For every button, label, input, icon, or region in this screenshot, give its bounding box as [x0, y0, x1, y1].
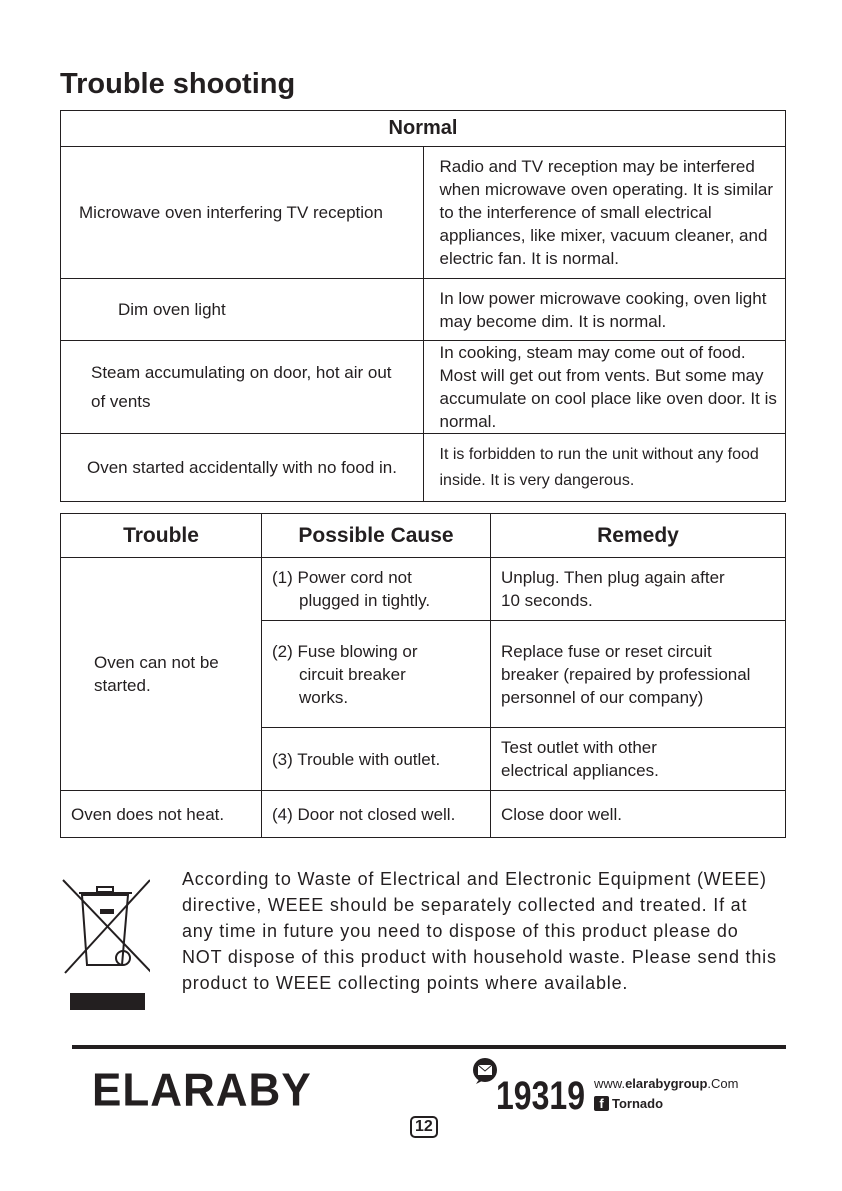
page-title: Trouble shooting	[60, 68, 296, 100]
issue-cell: Microwave oven interfering TV reception	[61, 147, 424, 279]
brand-logo: ELARABY	[92, 1064, 312, 1117]
header-cause: Possible Cause	[262, 514, 491, 558]
facebook-link[interactable]	[594, 1096, 663, 1111]
hotline-number: 19319	[496, 1074, 585, 1118]
footer-divider	[72, 1045, 786, 1049]
normal-header: Normal	[61, 111, 786, 147]
explanation-cell: In low power microwave cooking, oven light may become dim. It is normal.	[423, 279, 786, 341]
website-domain: elarabygroup	[625, 1076, 708, 1091]
explanation-cell: It is forbidden to run the unit without any food inside. It is very dangerous.	[423, 434, 786, 502]
cause-text-cont: circuit breaker works.	[299, 664, 406, 707]
facebook-name: Tornado	[612, 1096, 664, 1111]
cause-cell: (4) Door not closed well.	[262, 791, 491, 838]
envelope-chat-icon	[472, 1058, 498, 1088]
weee-crossed-bin-icon	[60, 875, 150, 1015]
header-remedy: Remedy	[491, 514, 786, 558]
cause-text: (1) Power cord not	[272, 568, 412, 587]
issue-cell: Oven started accidentally with no food in.	[61, 434, 424, 502]
cause-text: (2) Fuse blowing or	[272, 641, 418, 661]
issue-cell: Dim oven light	[61, 279, 424, 341]
website-suffix: .Com	[707, 1076, 739, 1091]
cause-cell: (3) Trouble with outlet.	[262, 728, 491, 791]
remedy-cell: Unplug. Then plug again after 10 seconds.	[491, 558, 786, 621]
normal-table	[60, 110, 786, 502]
page-number: 12	[410, 1116, 438, 1138]
header-trouble: Trouble	[61, 514, 262, 558]
cause-cell	[262, 621, 491, 728]
trouble-cell: Oven can not be started.	[61, 558, 262, 791]
weee-notice: According to Waste of Electrical and Electronic Equipment (WEEE) directive, WEEE should be separately collected and treated. If at any time in future you need to dispose of this product please do NOT dispose of this product with household waste. Please send this product to WEEE collecting points where available.	[182, 869, 777, 993]
facebook-icon: f	[594, 1096, 609, 1111]
trouble-cell: Oven does not heat.	[61, 791, 262, 838]
explanation-cell: Radio and TV reception may be interfered when microwave oven operating. It is similar to the interference of small electrical appliances, like mixer, vacuum cleaner, and electric fan. It is normal.	[423, 147, 786, 279]
explanation-cell: In cooking, steam may come out of food. Most will get out from vents. But some may accumulate on cool place like oven door. It is normal.	[423, 341, 786, 434]
issue-cell: Steam accumulating on door, hot air out of vents	[61, 341, 424, 434]
cause-cell	[262, 558, 491, 621]
website[interactable]	[594, 1076, 738, 1091]
website-prefix: www.	[594, 1076, 626, 1091]
remedy-cell: Test outlet with other electrical appliances.	[491, 728, 786, 791]
remedy-cell: Replace fuse or reset circuit breaker (repaired by professional personnel of our company)	[491, 621, 786, 728]
remedy-cell: Close door well.	[491, 791, 786, 838]
cause-text-cont: plugged in tightly.	[299, 591, 431, 610]
trouble-table	[60, 513, 786, 838]
